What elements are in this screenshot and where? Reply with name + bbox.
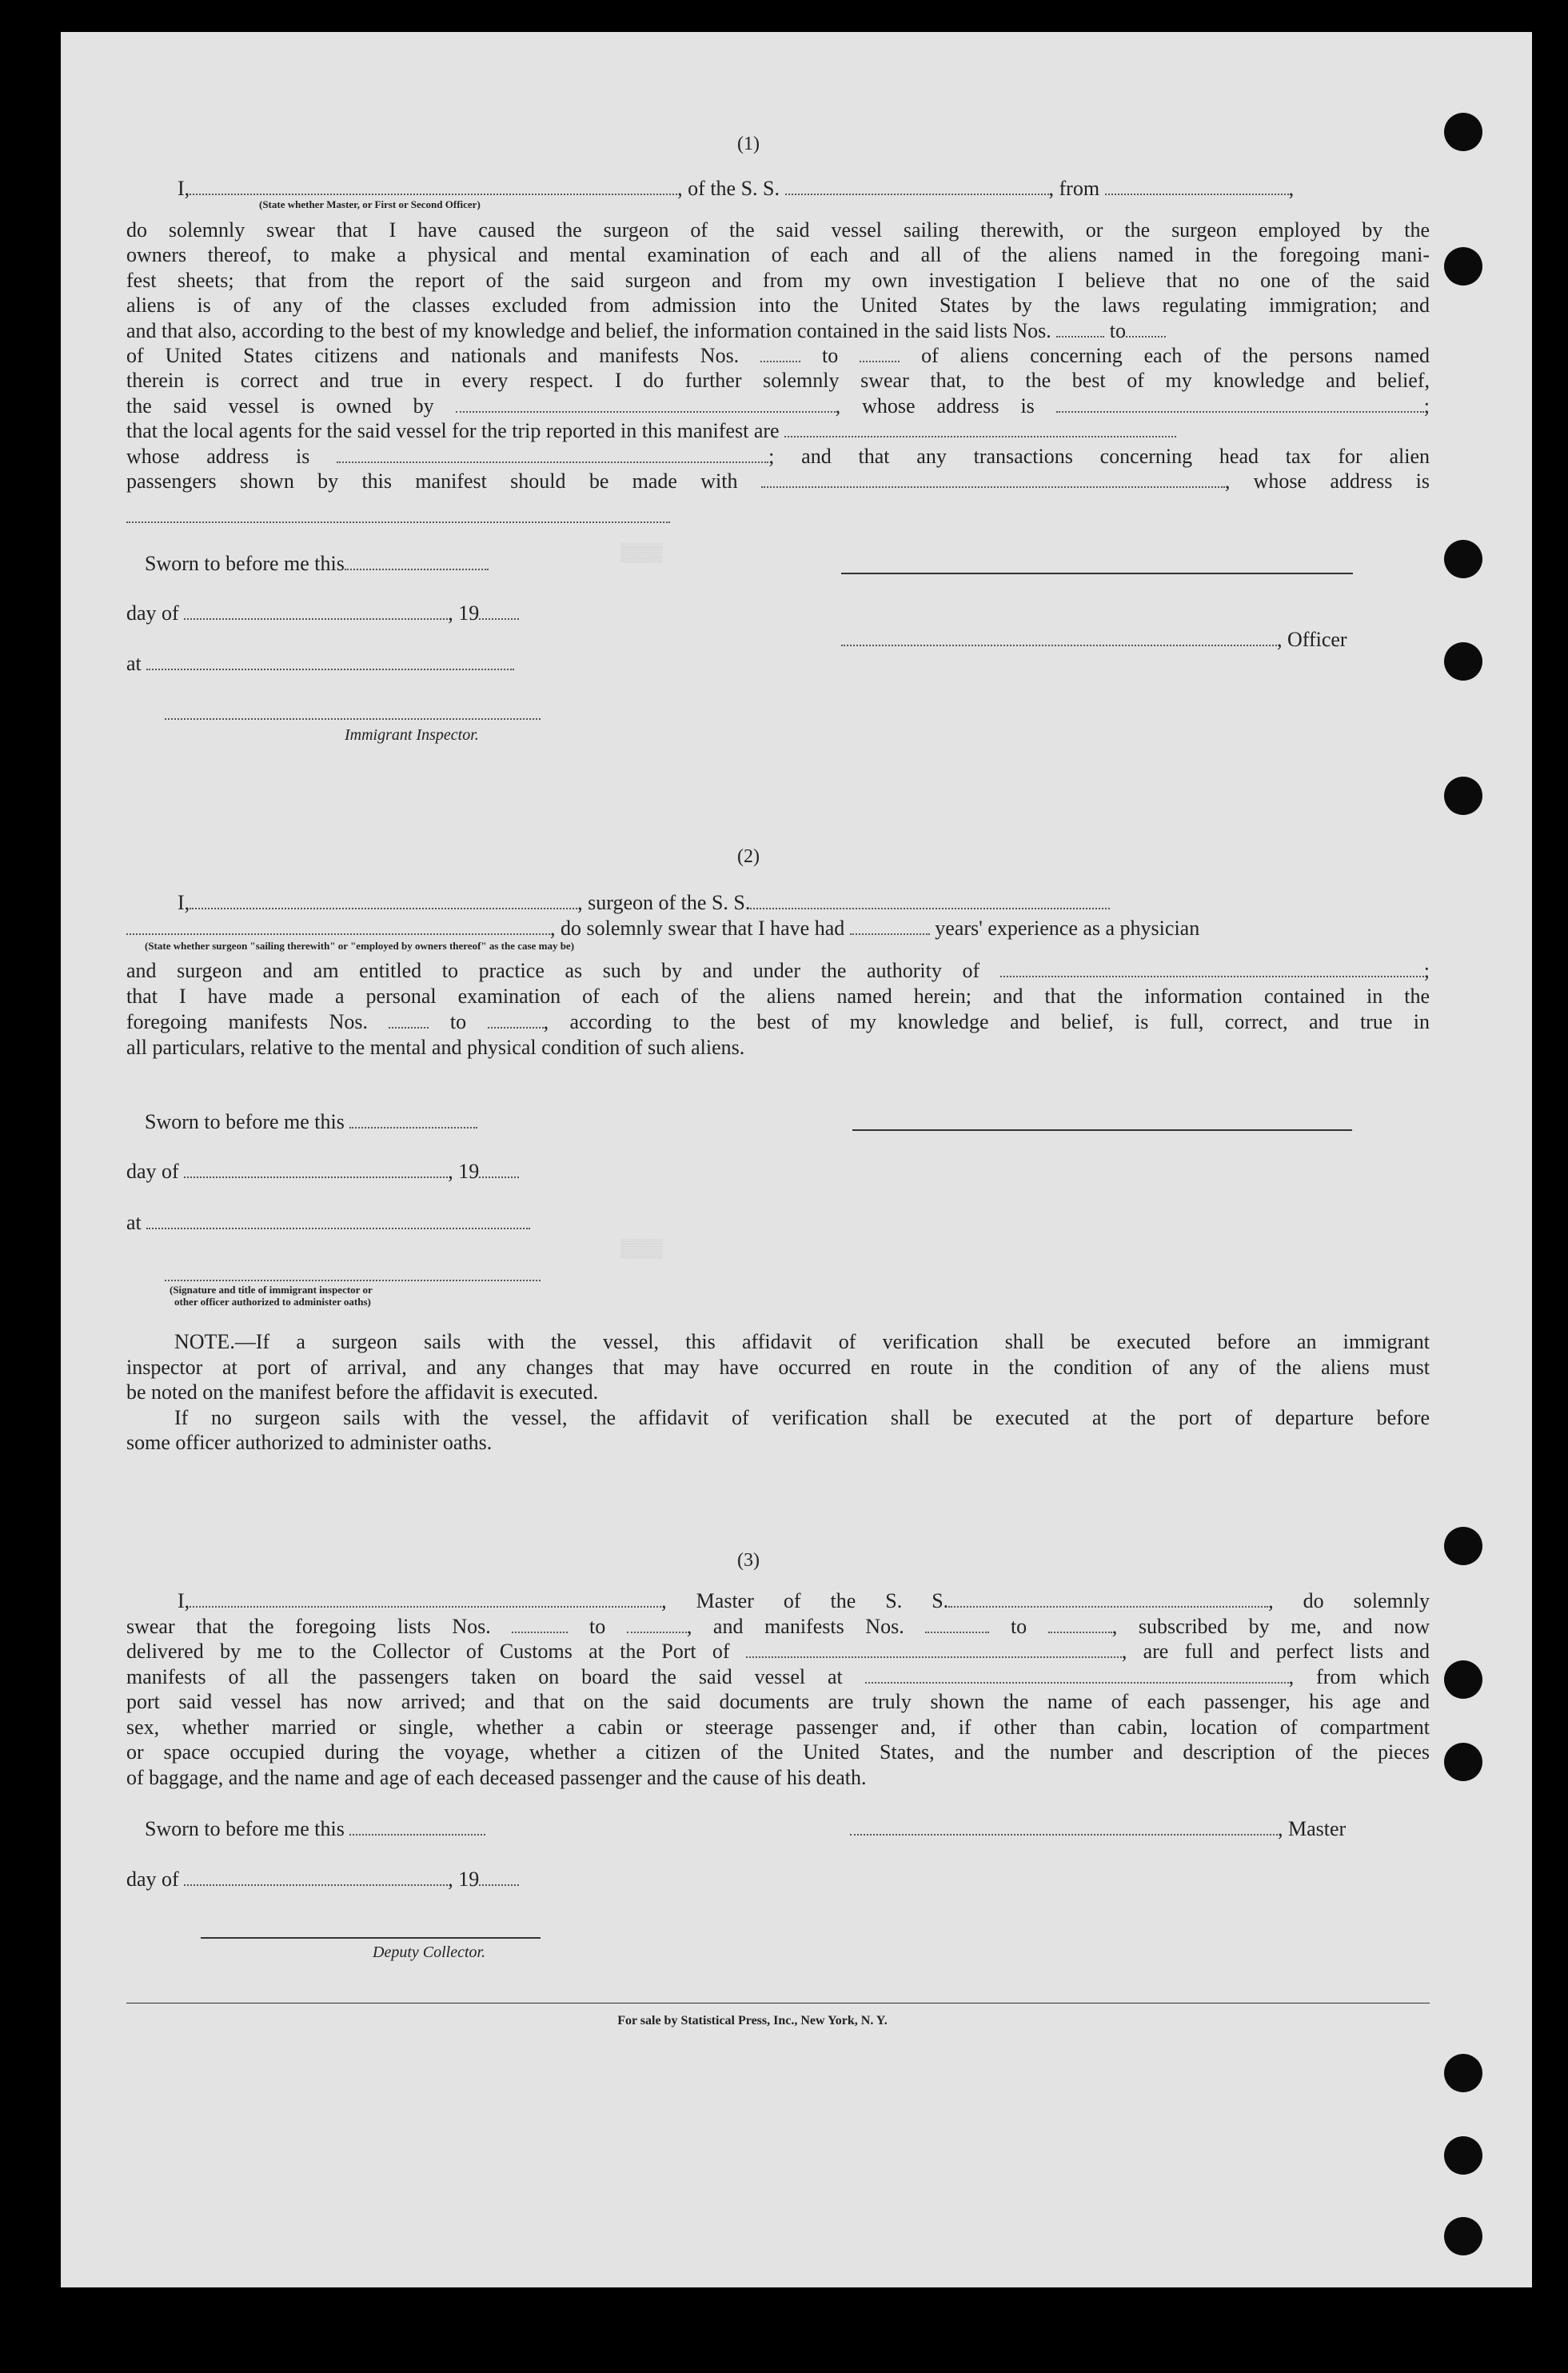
oath-line: and that also, according to the best of my knowledge and belief, the information contained in the said lists Nos. to: [126, 318, 1430, 343]
sworn-line: Sworn to before me this: [145, 1110, 477, 1134]
binder-hole: [1444, 1527, 1482, 1565]
section2-second-line: , do solemnly swear that I have had years' experience as a physician: [126, 916, 1430, 941]
oath-line: I, , Master of the S. S. , do solemnly: [178, 1589, 1430, 1612]
master-paragraph: [126, 1588, 1430, 1790]
day-of-line: day of , 19: [126, 1160, 519, 1184]
oath-line: fest sheets; that from the report of the said surgeon and from my own investigation I believe that no one of the said: [126, 268, 1430, 292]
section-number: (2): [737, 846, 760, 867]
oath-line: sex, whether married or single, whether a cabin or steerage passenger and, if other than cabin, location of compartment: [126, 1715, 1430, 1739]
oath-line: passengers shown by this manifest should be made with , whose address is: [126, 469, 1430, 493]
oath-line: and surgeon and am entitled to practice as such by and under the authority of ;: [126, 959, 1430, 982]
oath-line: port said vessel has now arrived; and that on the said documents are truly shown the name of each passenger, his age and: [126, 1690, 1430, 1713]
note-line: some officer authorized to administer oaths.: [126, 1431, 493, 1454]
document-page: [61, 32, 1532, 2287]
bleed-through-mark: ▒▒▒▒: [620, 1240, 663, 1260]
oath-line: swear that the foregoing lists Nos. to , and manifests Nos. to , subscribed by me, and now: [126, 1614, 1430, 1638]
binder-hole: [1444, 777, 1482, 815]
surgeon-note: (State whether surgeon "sailing therewith" or "employed by owners thereof" as the case may be): [145, 940, 575, 952]
note-line: NOTE.—If a surgeon sails with the vessel, this affidavit of verification shall be executed before an immigrant: [174, 1330, 1430, 1353]
oath-line: or space occupied during the voyage, whether a citizen of the United States, and the number and description of the pieces: [126, 1740, 1430, 1764]
at-line: at: [126, 1211, 530, 1235]
deputy-collector-label: Deputy Collector.: [373, 1944, 486, 1961]
address-continuation-line: [126, 521, 670, 523]
binder-hole: [1444, 642, 1482, 681]
deputy-collector-signature-line: [201, 1937, 541, 1939]
day-of-line: day of , 19: [126, 601, 519, 625]
day-of-line: day of , 19: [126, 1868, 519, 1892]
oath-paragraph: [126, 218, 1430, 493]
oath-line: foregoing manifests Nos. to , according to the best of my knowledge and belief, is full, correct, and true in: [126, 1010, 1430, 1033]
binder-hole: [1444, 113, 1482, 151]
surgeon-paragraph: [126, 958, 1430, 1061]
binder-hole: [1444, 2136, 1482, 2175]
note-line: inspector at port of arrival, and any changes that may have occurred en route in the condition of any of the aliens must: [126, 1355, 1430, 1379]
immigrant-inspector-label: Immigrant Inspector.: [345, 726, 479, 744]
oath-line: of baggage, and the name and age of each deceased passenger and the cause of his death.: [126, 1765, 867, 1789]
oath-line: delivered by me to the Collector of Customs at the Port of , are full and perfect lists and: [126, 1640, 1430, 1663]
note-paragraph: [126, 1329, 1430, 1456]
oath-line: aliens is of any of the classes excluded from admission into the United States by the laws regulating immigration; and: [126, 294, 1430, 318]
binder-hole: [1444, 2217, 1482, 2255]
note-line: be noted on the manifest before the affidavit is executed.: [126, 1380, 599, 1404]
section1-first-line: I, , of the S. S. , from ,: [178, 177, 1295, 200]
oath-line: all particulars, relative to the mental and physical condition of such aliens.: [126, 1036, 745, 1059]
binder-hole: [1444, 540, 1482, 578]
note-label: NOTE.: [174, 1330, 235, 1353]
oath-line: do solemnly swear that I have caused the surgeon of the said vessel sailing therewith, or the surgeon employed by the: [126, 218, 1430, 242]
section-number: (3): [737, 1550, 760, 1571]
inspector-signature-line: [165, 1280, 541, 1281]
signature-line: [852, 1129, 1352, 1131]
oath-line: manifests of all the passengers taken on board the said vessel at , from which: [126, 1664, 1430, 1688]
oath-line: that the local agents for the said vessel for the trip reported in this manifest are: [126, 418, 1430, 443]
master-note: (State whether Master, or First or Second Officer): [259, 198, 481, 210]
master-signature: , Master: [850, 1817, 1346, 1841]
binder-hole: [1444, 1743, 1482, 1781]
oath-line: the said vessel is owned by , whose address is ;: [126, 394, 1430, 417]
oath-line: therein is correct and true in every respect. I do further solemnly swear that, to the best of my knowledge and belief,: [126, 369, 1430, 393]
at-line: at: [126, 652, 514, 676]
officer-title: , Officer: [841, 628, 1347, 652]
sworn-line: Sworn to before me this: [145, 1817, 485, 1841]
officer-signature-line-1: [841, 573, 1353, 574]
oath-line: owners thereof, to make a physical and mental examination of each and all of the aliens named in the foregoing mani-: [126, 243, 1430, 267]
footer-credit: For sale by Statistical Press, Inc., New York, N. Y.: [617, 2014, 888, 2027]
section2-first-line: I, , surgeon of the S. S.: [178, 890, 1110, 916]
oath-line: that I have made a personal examination of each of the aliens named herein; and that the information contained in the: [126, 985, 1430, 1008]
oath-line: whose address is ; and that any transactions concerning head tax for alien: [126, 444, 1430, 468]
binder-hole: [1444, 2054, 1482, 2092]
sworn-line: Sworn to before me this: [145, 552, 489, 576]
oath-line: of United States citizens and nationals and manifests Nos. to of aliens concerning each of the persons named: [126, 344, 1430, 368]
binder-hole: [1444, 1660, 1482, 1699]
note-line: If no surgeon sails with the vessel, the affidavit of verification shall be executed at the port of departure before: [174, 1405, 1430, 1429]
inspector-signature-line: [165, 718, 541, 720]
binder-hole: [1444, 247, 1482, 286]
bleed-through-mark: ▒▒▒▒: [620, 544, 663, 564]
signature-note: (Signature and title of immigrant inspector or other officer authorized to administer oaths): [170, 1284, 373, 1308]
section-number: (1): [737, 134, 760, 154]
